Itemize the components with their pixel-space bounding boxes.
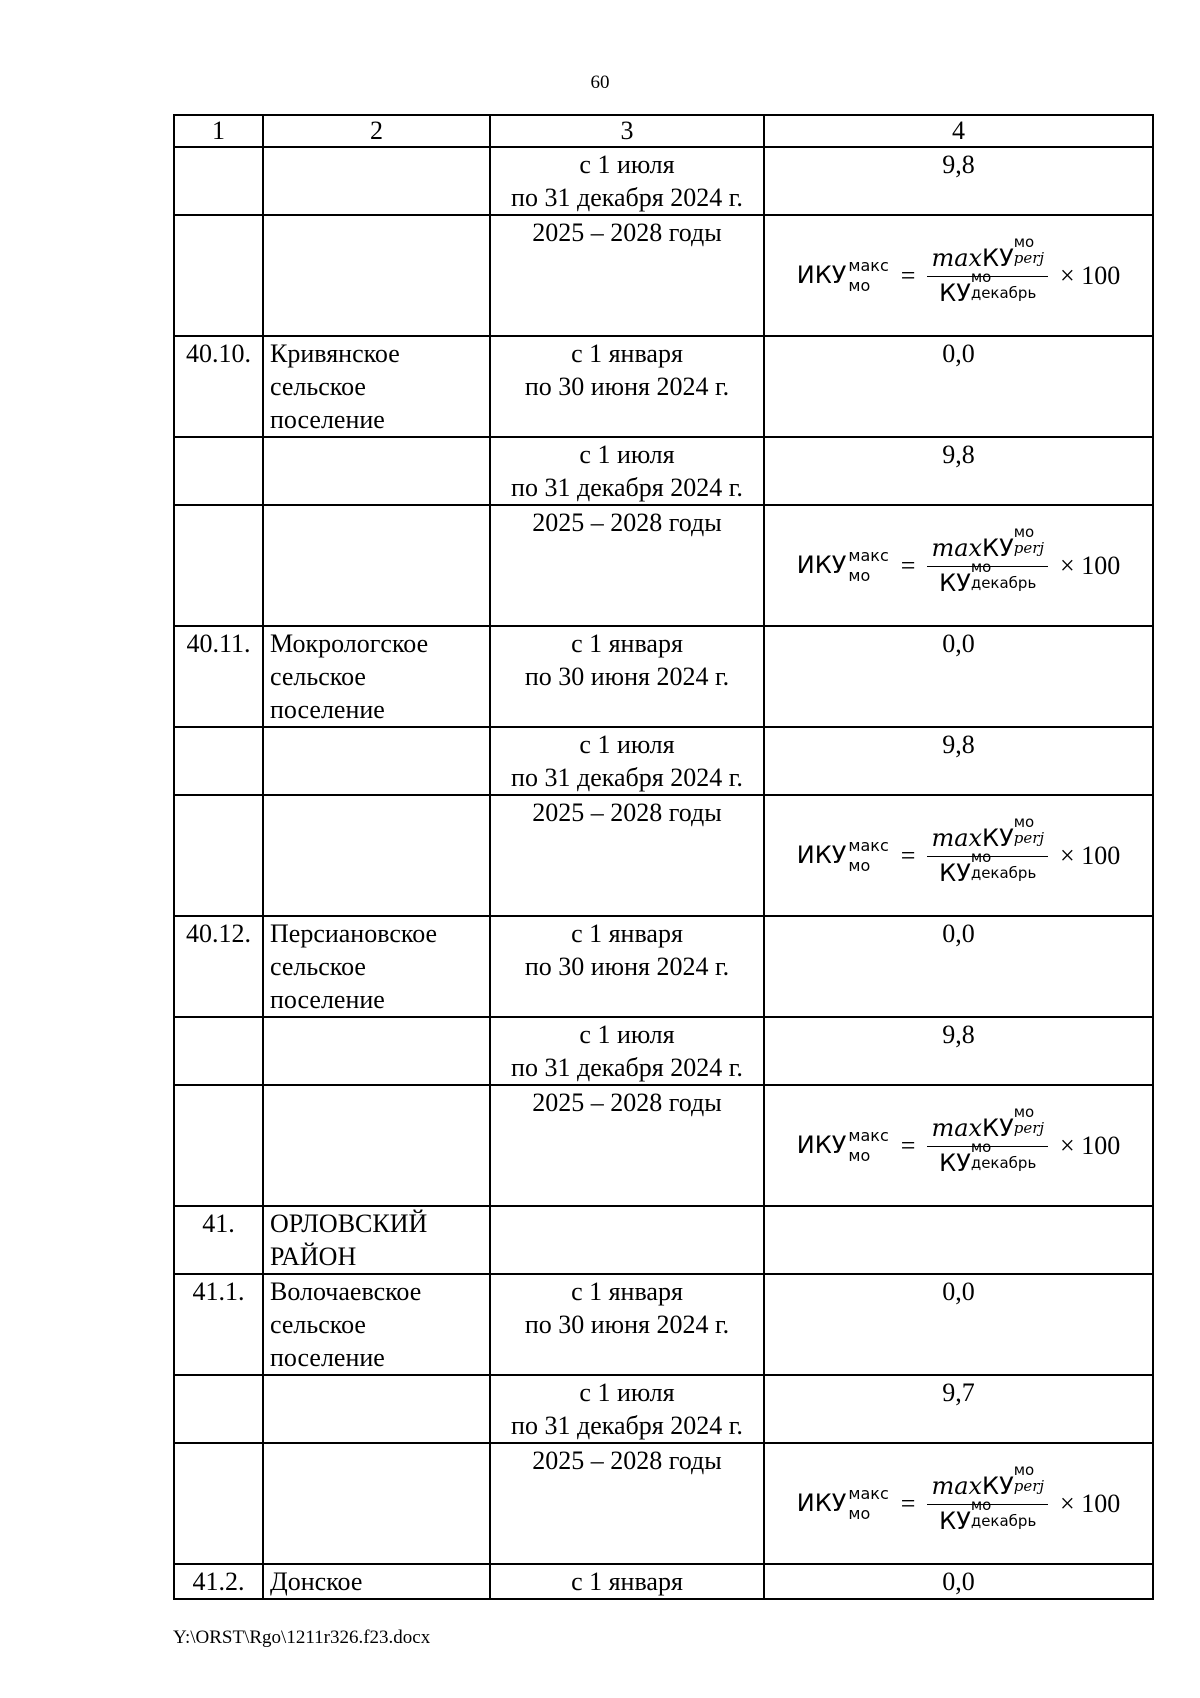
tariff-table (173, 114, 1154, 1600)
table-row (174, 727, 1153, 795)
index-value-cell: 9,8 (764, 437, 1153, 505)
settlement-name-cell: Персиановское сельское поселение (263, 916, 490, 1017)
formula-lhs: ИКУ макс мо (796, 545, 889, 585)
formula-lhs: ИКУ макс мо (796, 255, 889, 295)
settlement-name-cell (263, 795, 490, 916)
row-number-cell: 41.2. (174, 1564, 263, 1599)
table-row (174, 1085, 1153, 1206)
formula-denominator: КУ мо декабрь (939, 1496, 1037, 1535)
index-formula: ИКУ макс мо = max КУ мо perj КУ мо декабрь × 100 (796, 1103, 1121, 1177)
period-cell: с 1 января (490, 1564, 764, 1599)
table-row (174, 1274, 1153, 1375)
settlement-name-cell: ОРЛОВСКИЙ РАЙОН (263, 1206, 490, 1274)
formula-fraction (927, 523, 1048, 597)
index-value-cell: 0,0 (764, 336, 1153, 437)
table-row (174, 795, 1153, 916)
formula-fraction (927, 233, 1048, 307)
period-cell: 2025 – 2028 годы (490, 215, 764, 336)
row-number-cell: 40.12. (174, 916, 263, 1017)
index-formula: ИКУ макс мо = max КУ мо perj КУ мо декабрь × 100 (796, 523, 1121, 597)
period-cell: 2025 – 2028 годы (490, 1085, 764, 1206)
index-value-cell: 9,8 (764, 147, 1153, 215)
settlement-name-cell (263, 1085, 490, 1206)
row-number-cell: 41. (174, 1206, 263, 1274)
period-cell: с 1 июля по 31 декабря 2024 г. (490, 1375, 764, 1443)
formula-numerator: max КУ мо perj (927, 534, 1048, 567)
formula-numerator: max КУ мо perj (927, 1114, 1048, 1147)
row-number-cell (174, 795, 263, 916)
formula-lhs: ИКУ макс мо (796, 1483, 889, 1523)
table-row (174, 1017, 1153, 1085)
period-cell: с 1 июля по 31 декабря 2024 г. (490, 727, 764, 795)
settlement-name-cell: Кривянское сельское поселение (263, 336, 490, 437)
settlement-name-cell (263, 727, 490, 795)
period-cell: с 1 января по 30 июня 2024 г. (490, 626, 764, 727)
index-value-cell (764, 1085, 1153, 1206)
table-header-row (174, 115, 1153, 147)
index-value-cell: 9,8 (764, 727, 1153, 795)
index-value-cell (764, 795, 1153, 916)
row-number-cell (174, 1375, 263, 1443)
period-cell: 2025 – 2028 годы (490, 505, 764, 626)
row-number-cell: 41.1. (174, 1274, 263, 1375)
file-path-footer: Y:\ORST\Rgo\1211r326.f23.docx (173, 1627, 431, 1648)
period-cell: с 1 января по 30 июня 2024 г. (490, 916, 764, 1017)
row-number-cell (174, 1017, 263, 1085)
settlement-name-cell: Мокрологское сельское поселение (263, 626, 490, 727)
period-cell (490, 1206, 764, 1274)
formula-fraction (927, 1461, 1048, 1535)
period-cell: 2025 – 2028 годы (490, 795, 764, 916)
index-value-cell (764, 215, 1153, 336)
page-number: 60 (590, 72, 610, 93)
period-cell: с 1 января по 30 июня 2024 г. (490, 336, 764, 437)
settlement-name-cell (263, 147, 490, 215)
formula-denominator: КУ мо декабрь (939, 268, 1037, 307)
index-value-cell (764, 505, 1153, 626)
index-value-cell: 0,0 (764, 916, 1153, 1017)
table-row (174, 147, 1153, 215)
table-row (174, 505, 1153, 626)
index-value-cell (764, 1443, 1153, 1564)
row-number-cell: 40.10. (174, 336, 263, 437)
index-formula: ИКУ макс мо = max КУ мо perj КУ мо декабрь × 100 (796, 1461, 1121, 1535)
table-row (174, 1443, 1153, 1564)
index-value-cell: 0,0 (764, 1564, 1153, 1599)
table-row (174, 1206, 1153, 1274)
settlement-name-cell: Волочаевское сельское поселение (263, 1274, 490, 1375)
row-number-cell (174, 727, 263, 795)
formula-numerator: max КУ мо perj (927, 1472, 1048, 1505)
index-formula: ИКУ макс мо = max КУ мо perj КУ мо декабрь × 100 (796, 233, 1121, 307)
row-number-cell (174, 1085, 263, 1206)
index-value-cell: 0,0 (764, 626, 1153, 727)
settlement-name-cell (263, 1017, 490, 1085)
header-col-4: 4 (764, 115, 1153, 147)
index-value-cell: 9,7 (764, 1375, 1153, 1443)
period-cell: с 1 июля по 31 декабря 2024 г. (490, 437, 764, 505)
settlement-name-cell (263, 1443, 490, 1564)
index-value-cell: 9,8 (764, 1017, 1153, 1085)
table-row (174, 437, 1153, 505)
index-value-cell (764, 1206, 1153, 1274)
row-number-cell (174, 1443, 263, 1564)
formula-numerator: max КУ мо perj (927, 824, 1048, 857)
table-row (174, 1375, 1153, 1443)
formula-lhs: ИКУ макс мо (796, 835, 889, 875)
settlement-name-cell (263, 505, 490, 626)
table-row (174, 215, 1153, 336)
settlement-name-cell: Донское (263, 1564, 490, 1599)
index-formula: ИКУ макс мо = max КУ мо perj КУ мо декабрь × 100 (796, 813, 1121, 887)
formula-numerator: max КУ мо perj (927, 244, 1048, 277)
table-row (174, 336, 1153, 437)
formula-denominator: КУ мо декабрь (939, 1138, 1037, 1177)
header-col-1: 1 (174, 115, 263, 147)
formula-denominator: КУ мо декабрь (939, 558, 1037, 597)
row-number-cell (174, 505, 263, 626)
index-value-cell: 0,0 (764, 1274, 1153, 1375)
period-cell: с 1 июля по 31 декабря 2024 г. (490, 147, 764, 215)
table-row (174, 916, 1153, 1017)
table-row (174, 626, 1153, 727)
row-number-cell (174, 147, 263, 215)
table-row (174, 1564, 1153, 1599)
formula-fraction (927, 813, 1048, 887)
settlement-name-cell (263, 1375, 490, 1443)
formula-fraction (927, 1103, 1048, 1177)
period-cell: с 1 июля по 31 декабря 2024 г. (490, 1017, 764, 1085)
formula-denominator: КУ мо декабрь (939, 848, 1037, 887)
formula-lhs: ИКУ макс мо (796, 1125, 889, 1165)
period-cell: 2025 – 2028 годы (490, 1443, 764, 1564)
settlement-name-cell (263, 437, 490, 505)
settlement-name-cell (263, 215, 490, 336)
row-number-cell (174, 437, 263, 505)
period-cell: с 1 января по 30 июня 2024 г. (490, 1274, 764, 1375)
row-number-cell: 40.11. (174, 626, 263, 727)
row-number-cell (174, 215, 263, 336)
header-col-3: 3 (490, 115, 764, 147)
header-col-2: 2 (263, 115, 490, 147)
